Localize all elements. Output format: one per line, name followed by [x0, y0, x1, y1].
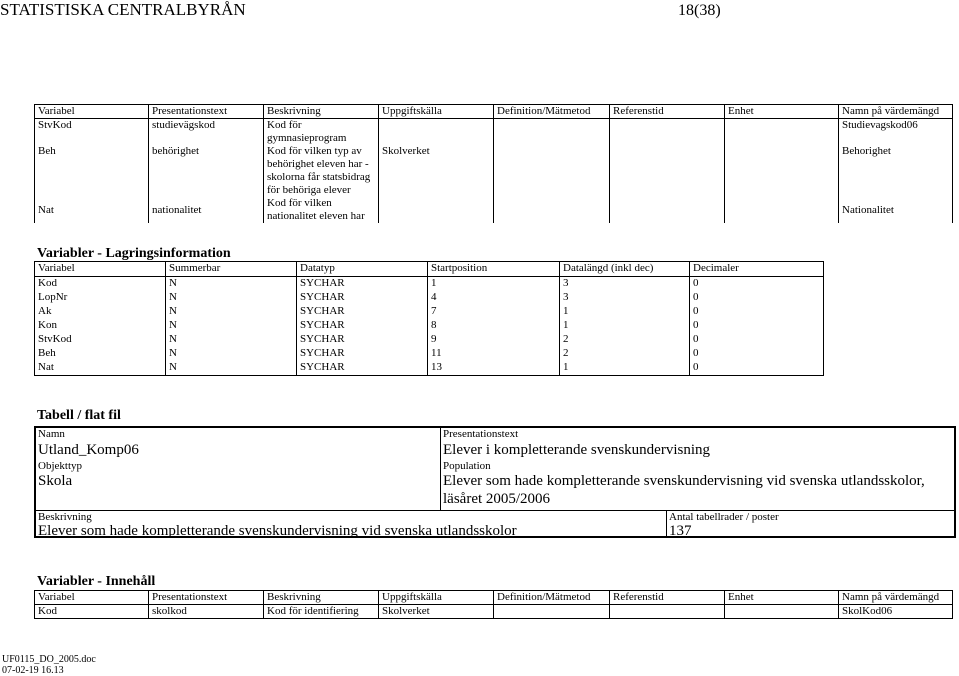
column-header: Presentationstext: [149, 105, 264, 119]
table-cell: LopNr: [35, 291, 166, 305]
table-cell: [494, 119, 610, 146]
column-header: Variabel: [35, 591, 149, 605]
table-cell: 0: [690, 277, 824, 292]
footer-timestamp: 07-02-19 16.13: [2, 665, 64, 676]
table-row: [35, 605, 953, 619]
column-header: Datatyp: [297, 262, 428, 277]
table-cell: 1: [560, 319, 690, 333]
table-cell: [379, 197, 494, 223]
table-cell: StvKod: [35, 333, 166, 347]
column-header: Decimaler: [690, 262, 824, 277]
table-cell: 0: [690, 333, 824, 347]
table-cell: Kon: [35, 319, 166, 333]
table-cell: Kod för identifiering: [264, 605, 379, 619]
section-title-flat-file: Tabell / flat fil: [37, 408, 121, 423]
column-header: Variabel: [35, 105, 149, 119]
table-cell: SYCHAR: [297, 305, 428, 319]
column-header: Beskrivning: [264, 105, 379, 119]
table-row: [35, 197, 953, 223]
table-cell: Beh: [35, 347, 166, 361]
table-cell: StvKod: [35, 119, 149, 146]
table-cell: Kod för vilken typ av behörighet eleven har - skolorna får statsbidrag för behöriga elever: [264, 145, 379, 197]
column-header: Referenstid: [610, 591, 725, 605]
table-row: [35, 145, 953, 197]
table-cell: Kod för gymnasieprogram: [264, 119, 379, 146]
table-cell: N: [166, 347, 297, 361]
column-header: Definition/Mätmetod: [494, 105, 610, 119]
table-cell: [610, 119, 725, 146]
table-cell: 1: [428, 277, 560, 292]
population-value-line1: Elever som hade kompletterande svenskundervisning vid svenska utlandsskolor,: [443, 473, 925, 489]
objekttyp-label: Objekttyp: [38, 460, 82, 472]
table-cell: Nat: [35, 197, 149, 223]
table-cell: SYCHAR: [297, 319, 428, 333]
table-cell: Behorighet: [839, 145, 953, 197]
population-value-line2: läsåret 2005/2006: [443, 491, 551, 507]
table-cell: Ak: [35, 305, 166, 319]
storage-info-table: [34, 261, 824, 376]
column-header: Presentationstext: [149, 591, 264, 605]
table-cell: N: [166, 361, 297, 376]
table-cell: 7: [428, 305, 560, 319]
table-cell: [610, 145, 725, 197]
table-cell: N: [166, 333, 297, 347]
table-cell: SYCHAR: [297, 291, 428, 305]
table-cell: 2: [560, 347, 690, 361]
antal-label: Antal tabellrader / poster: [669, 511, 779, 523]
table-cell: SYCHAR: [297, 277, 428, 292]
organization-name: STATISTISKA CENTRALBYRÅN: [0, 0, 246, 19]
table-cell: 0: [690, 319, 824, 333]
beskrivning-value: Elever som hade kompletterande svenskundervisning vid svenska utlandsskolor: [38, 523, 517, 539]
table-cell: Beh: [35, 145, 149, 197]
beskrivning-label: Beskrivning: [38, 511, 92, 523]
table-cell: [725, 145, 839, 197]
table-cell: N: [166, 319, 297, 333]
table-row: [35, 119, 953, 146]
table-cell: studievägskod: [149, 119, 264, 146]
table-header-row: [35, 105, 953, 119]
table-cell: SYCHAR: [297, 347, 428, 361]
column-header: Referenstid: [610, 105, 725, 119]
column-header: Namn på värdemängd: [839, 105, 953, 119]
table-cell: [725, 119, 839, 146]
table-cell: behörighet: [149, 145, 264, 197]
table-cell: 8: [428, 319, 560, 333]
table-cell: Kod: [35, 277, 166, 292]
table-cell: [379, 119, 494, 146]
table-cell: 9: [428, 333, 560, 347]
table-cell: Nat: [35, 361, 166, 376]
column-header: Startposition: [428, 262, 560, 277]
table-cell: [494, 145, 610, 197]
table-cell: skolkod: [149, 605, 264, 619]
table-cell: SYCHAR: [297, 361, 428, 376]
variables-table: [34, 104, 953, 223]
flat-file-box: [34, 426, 956, 538]
table-cell: [610, 197, 725, 223]
table-cell: SkolKod06: [839, 605, 953, 619]
table-row: [35, 291, 824, 305]
table-cell: 11: [428, 347, 560, 361]
table-cell: Skolverket: [379, 605, 494, 619]
table-cell: 1: [560, 305, 690, 319]
table-cell: [725, 605, 839, 619]
table-cell: 0: [690, 305, 824, 319]
table-cell: 3: [560, 277, 690, 292]
table-cell: 0: [690, 347, 824, 361]
table-cell: 2: [560, 333, 690, 347]
table-cell: [494, 605, 610, 619]
namn-value: Utland_Komp06: [38, 442, 139, 458]
table-row: [35, 333, 824, 347]
table-header-row: [35, 262, 824, 277]
namn-label: Namn: [38, 428, 65, 440]
table-cell: [610, 605, 725, 619]
divider: [440, 428, 441, 510]
table-cell: Skolverket: [379, 145, 494, 197]
table-row: [35, 277, 824, 292]
table-cell: Kod: [35, 605, 149, 619]
table-cell: 1: [560, 361, 690, 376]
column-header: Datalängd (inkl dec): [560, 262, 690, 277]
divider: [36, 510, 954, 511]
table-cell: N: [166, 291, 297, 305]
section-title-innehall: Variabler - Innehåll: [37, 574, 156, 589]
table-cell: 13: [428, 361, 560, 376]
column-header: Uppgiftskälla: [379, 105, 494, 119]
table-cell: 3: [560, 291, 690, 305]
table-cell: 0: [690, 361, 824, 376]
table-cell: nationalitet: [149, 197, 264, 223]
section-title-lagringsinformation: Variabler - Lagringsinformation: [37, 246, 231, 261]
table-row: [35, 347, 824, 361]
presentationstext-value: Elever i kompletterande svenskundervisning: [443, 442, 711, 458]
table-cell: [725, 197, 839, 223]
table-cell: Studievagskod06: [839, 119, 953, 146]
table-row: [35, 305, 824, 319]
table-cell: [494, 197, 610, 223]
table-cell: 4: [428, 291, 560, 305]
column-header: Enhet: [725, 105, 839, 119]
table-cell: SYCHAR: [297, 333, 428, 347]
page-number: 18(38): [678, 2, 721, 19]
column-header: Uppgiftskälla: [379, 591, 494, 605]
divider: [666, 510, 667, 538]
column-header: Enhet: [725, 591, 839, 605]
table-cell: N: [166, 277, 297, 292]
objekttyp-value: Skola: [38, 473, 73, 489]
table-row: [35, 361, 824, 376]
table-row: [35, 319, 824, 333]
table-cell: Kod för vilken nationalitet eleven har: [264, 197, 379, 223]
table-cell: N: [166, 305, 297, 319]
column-header: Definition/Mätmetod: [494, 591, 610, 605]
column-header: Beskrivning: [264, 591, 379, 605]
table-cell: Nationalitet: [839, 197, 953, 223]
antal-value: 137: [669, 523, 692, 539]
column-header: Summerbar: [166, 262, 297, 277]
column-header: Namn på värdemängd: [839, 591, 953, 605]
table-cell: 0: [690, 291, 824, 305]
table-header-row: [35, 591, 953, 605]
presentationstext-label: Presentationstext: [443, 428, 519, 440]
population-label: Population: [443, 460, 491, 472]
variables-content-table: [34, 590, 953, 619]
column-header: Variabel: [35, 262, 166, 277]
footer-filename: UF0115_DO_2005.doc: [2, 654, 96, 665]
